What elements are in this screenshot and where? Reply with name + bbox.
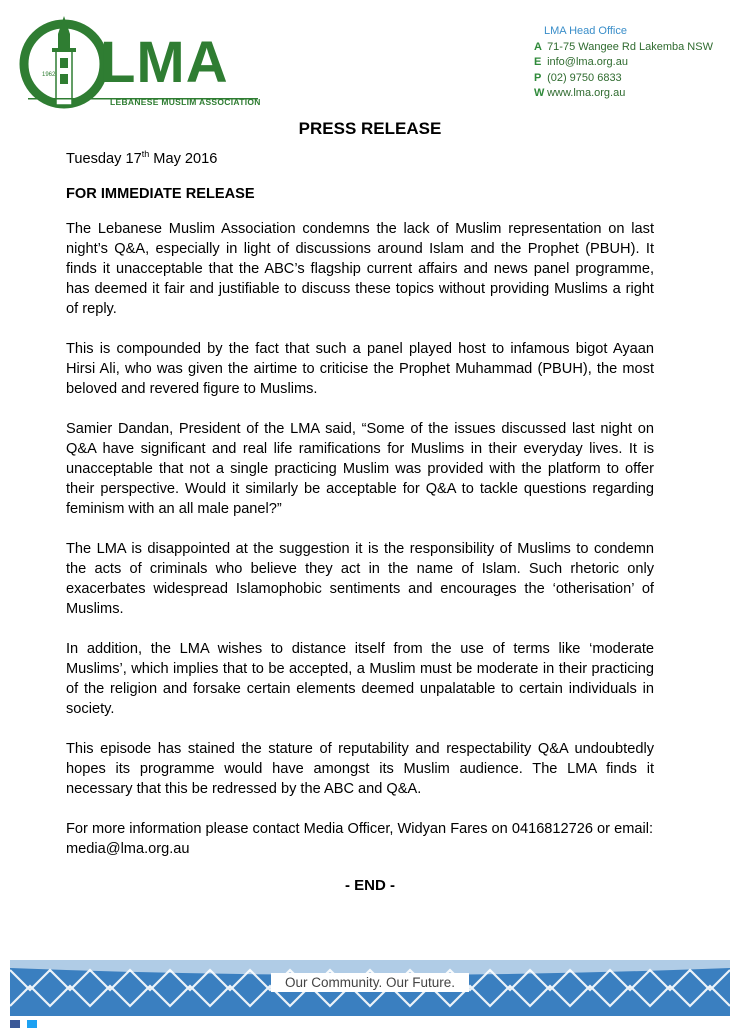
date-prefix: Tuesday 17 <box>66 151 142 167</box>
contact-paragraph: For more information please contact Media Officer, Widyan Fares on 0416812726 or email: media@lma.org.au <box>66 821 654 857</box>
logo-subtitle: LEBANESE MUSLIM ASSOCIATION <box>110 97 261 107</box>
email-value[interactable]: info@lma.org.au <box>547 56 628 68</box>
address-label: A <box>534 40 542 53</box>
head-office-title: LMA Head Office <box>544 25 627 37</box>
head-office-block <box>534 24 713 102</box>
paragraph: Samier Dandan, President of the LMA said, “Some of the issues discussed last night on Q&A have significant and real life ramifications for Muslims in their everyday lives. It is unacceptable that not a single practicing Muslim was provided with the platform to offer their perspective. Would it similarly be acceptable for Q&A to tackle questions regarding feminism with an all male panel?” <box>66 421 654 517</box>
facebook-icon[interactable] <box>10 1020 20 1028</box>
end-marker: - END - <box>345 877 395 894</box>
paragraph: This episode has stained the stature of reputability and respectability Q&A undoubtedly hopes its programme would have amongst its Muslim audience. The LMA finds it necessary that this be redressed by the ABC and Q&A. <box>66 741 654 797</box>
release-note: FOR IMMEDIATE RELEASE <box>66 186 255 202</box>
press-release-body <box>66 149 654 879</box>
footer-slogan-text: Our Community. Our Future. <box>271 973 469 992</box>
phone-value: (02) 9750 6833 <box>547 71 622 84</box>
address-line <box>534 40 713 56</box>
paragraph: In addition, the LMA wishes to distance itself from the use of terms like ‘moderate Muslims’, which implies that to be accepted, a Muslim must be moderate in their practicing of the religion and forsake certain elements deemed unpalatable to certain individuals in society. <box>66 641 654 717</box>
phone-line <box>534 71 713 87</box>
social-icons <box>10 1015 37 1023</box>
release-date <box>66 149 654 169</box>
twitter-icon[interactable] <box>27 1020 37 1028</box>
paragraph: This is compounded by the fact that such a panel played host to infamous bigot Ayaan Hirsi Ali, who was given the airtime to criticise the Prophet Muhammad (PBUH), the most beloved and revered figure to Muslims. <box>66 341 654 397</box>
web-label: W <box>534 87 545 99</box>
email-label: E <box>534 56 542 68</box>
footer-slogan <box>0 975 740 990</box>
paragraph: The Lebanese Muslim Association condemns the lack of Muslim representation on last night’s Q&A, especially in light of discussions around Islam and the Prophet (PBUH). It finds it unacceptable that the ABC’s flagship current affairs and news panel programme, has deemed it fair and justifiable to discuss these topics without providing Muslims a right of reply. <box>66 221 654 317</box>
logo-year: 1962 <box>42 72 56 78</box>
paragraph: The LMA is disappointed at the suggestion it is the responsibility of Muslims to condemn the acts of criminals who believe they act in the name of Islam. Such rhetoric only exacerbates widespread Islamophobic sentiments and encourages the ‘otherisation’ of Muslims. <box>66 541 654 617</box>
web-value[interactable]: www.lma.org.au <box>547 87 626 99</box>
address-value: 71-75 Wangee Rd Lakemba NSW <box>547 40 713 53</box>
page-title: PRESS RELEASE <box>298 119 442 138</box>
date-suffix: th <box>141 149 150 159</box>
email-line <box>534 55 713 71</box>
logo-name: LMA <box>100 30 229 95</box>
web-line <box>534 86 713 102</box>
lma-logo <box>18 10 268 110</box>
date-rest: May 2016 <box>149 151 218 167</box>
phone-label: P <box>534 71 542 84</box>
